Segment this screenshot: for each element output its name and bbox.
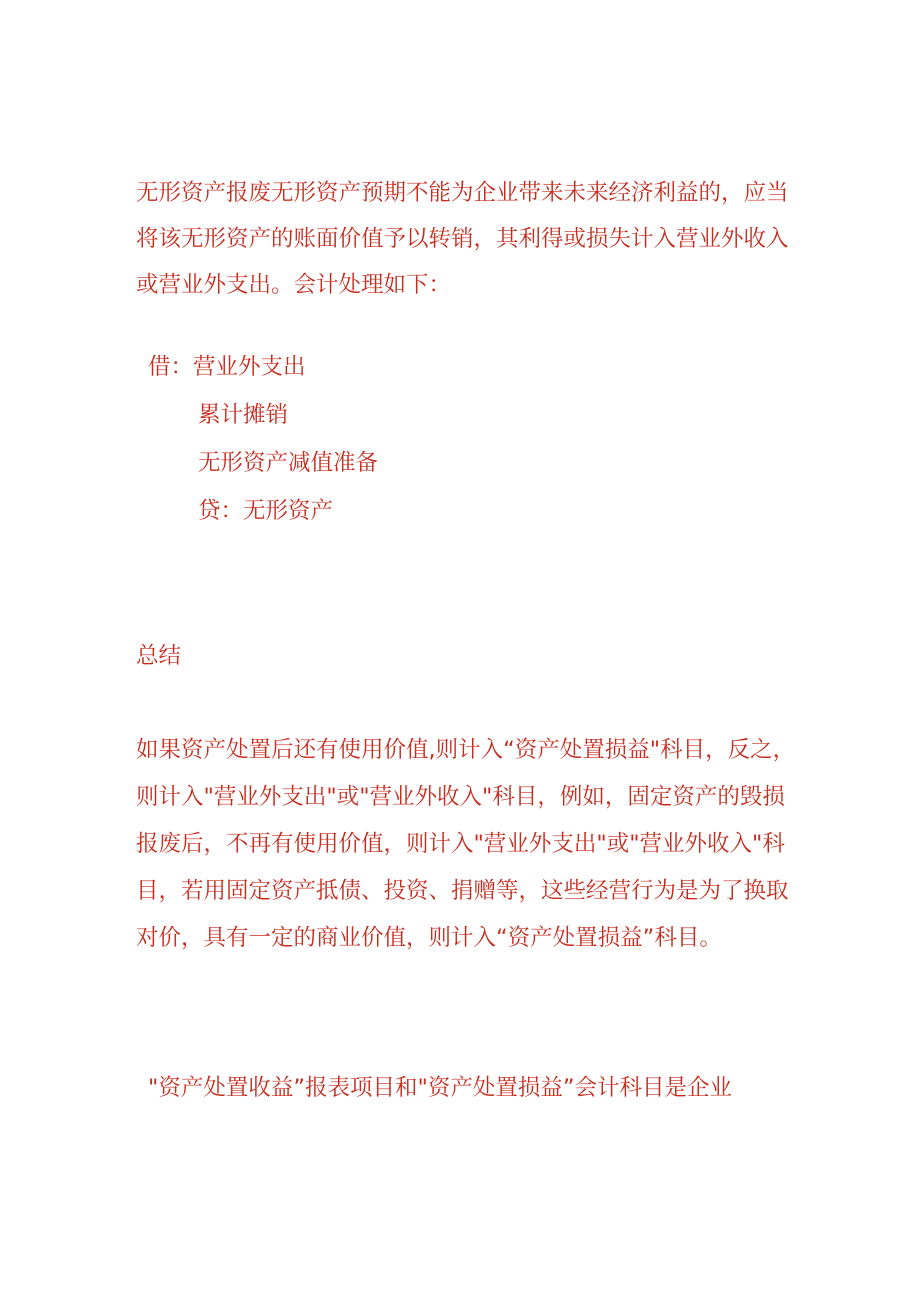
journal-impairment-line: 无形资产减值准备: [198, 450, 379, 476]
journal-credit-line: 贷：无形资产: [198, 498, 334, 524]
summary-paragraph: 如果资产处置后还有使用价值,则计入“资产处置损益"科目，反之，则计入"营业外支出"或"营业外收入"科目，例如，固定资产的毁损报废后，不再有使用价值，则计入"营业外支出"或"营业外收入"科目，若用固定资产抵债、投资、捐赠等，这些经营行为是为了换取对价，具有一定的商业价值，则计入“资产处置损益”科目。: [136, 737, 796, 951]
trailing-paragraph: "资产处置收益”报表项目和"资产处置损益”会计科目是企业: [148, 1075, 733, 1101]
journal-debit-line: 借：营业外支出: [148, 354, 306, 380]
intro-paragraph: 无形资产报废无形资产预期不能为企业带来未来经济利益的，应当将该无形资产的账面价值予以转销，其利得或损失计入营业外收入或营业外支出。会计处理如下：: [136, 180, 789, 298]
journal-accumulated-amortization-line: 累计摊销: [198, 402, 289, 428]
summary-heading: 总结: [136, 643, 182, 669]
